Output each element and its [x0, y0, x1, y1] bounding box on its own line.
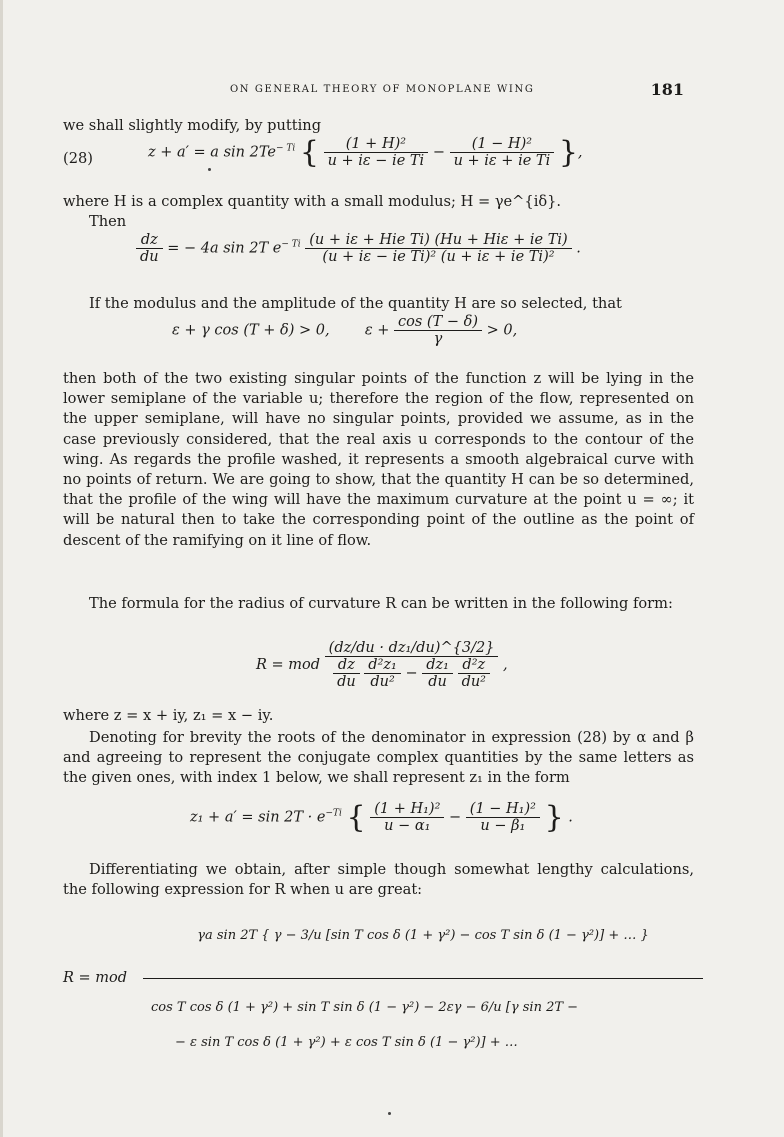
paragraph-radius-formula: The formula for the radius of curvature R can be written in the following form: [89, 595, 673, 612]
dz-du-fraction [136, 232, 163, 265]
z1-exponent: −Ti [325, 808, 342, 819]
eq28-t2-denominator: u + iε + ie Ti [453, 153, 551, 169]
paragraph-intro: we shall slightly modify, by putting [63, 117, 322, 134]
radius-den-b2-num: d²z₁ [364, 657, 401, 674]
paragraph-differentiating: Differentiating we obtain, after simple though somewhat lengthy calculations, the following expression for R when u are great: [63, 861, 694, 899]
radius-den-frac-2 [364, 657, 401, 690]
paragraph-where-H: where H is a complex quantity with a small modulus; H = γe^{iδ}. [63, 193, 562, 210]
paragraph-denoting: Denoting for brevity the roots of the denominator in expression (28) by α and β and agreeing to represent the conjugate complex quantities by the same letters as the given ones, with index 1 below, we shall represent z₁ in the form [63, 729, 694, 787]
eq28-t1-numerator: (1 + H)² [324, 136, 429, 153]
print-speck [208, 168, 211, 171]
z1-lhs: z₁ + a′ = sin 2T · e [190, 809, 326, 826]
dz-du-denominator: du [140, 249, 159, 265]
equation-z1: $z_1 + a' = \sin 2T \cdot e^{-Ti}$ { $\frac{\text{(1 + H₁)²}}{\text{u − α₁}}$ − $\frac{\text{(1 − H₁)²}}{\text{u − β₁}}$ } . [190, 800, 573, 835]
radius-den-b1-den: du [337, 674, 356, 690]
radius-den-b2-den: du² [370, 674, 395, 690]
inequality-right-post: > 0, [486, 322, 518, 339]
radius-denominator [325, 657, 499, 690]
equation-28: z + a′ = a $\sin 2Te^{- Ti}$ { $\frac{\text{(1 + H)²}}{\text{u + iε − ie Ti}}$ − $\frac{\text{(1 − H)²}}{\text{u + iε + ie Ti}}$ }, [148, 135, 583, 170]
dz-du-mid: = − 4a sin 2T e [167, 240, 282, 257]
print-speck [388, 1112, 391, 1115]
final-radius-fraction-bar [143, 978, 703, 979]
radius-fraction [325, 640, 499, 690]
paragraph-if-modulus: If the modulus and the amplitude of the quantity H are so selected, that [89, 295, 622, 312]
final-radius-lhs: R = mod [63, 970, 128, 986]
z1-t1-denominator: u − α₁ [384, 818, 431, 834]
inequality-right-pre: ε + [364, 322, 390, 339]
final-radius-numerator: γa sin 2T { γ − 3/u [sin T cos δ (1 + γ²) − cos T sin δ (1 − γ²)] + … } [197, 928, 649, 943]
inequality-numerator: cos (T − δ) [394, 314, 482, 331]
z1-fraction-2 [466, 801, 540, 834]
dz-du-numerator: dz [136, 232, 163, 249]
eq28-fraction-1 [324, 136, 429, 169]
eq28-fraction-2 [450, 136, 555, 169]
equation-radius: R = mod (dz/du · dz₁/du)^{3/2} $\frac{dz}{du}$ $\frac{\text{d²z₁}}{\text{du²}}$ − $\frac{\text{dz₁}}{du}$ $\frac{\text{d²z}}{\text{du²}}$ , [256, 640, 508, 690]
inequalities [172, 314, 517, 347]
radius-den-b1-num: dz [333, 657, 360, 674]
eq28-t1-denominator: u + iε − ie Ti [327, 153, 425, 169]
z1-t2-denominator: u − β₁ [480, 818, 526, 834]
paragraph-then: Then [89, 213, 127, 230]
paragraph-where-z: where z = x + iy, z₁ = x − iy. [63, 707, 274, 724]
z1-minus: − [449, 809, 462, 826]
radius-den-frac-4 [458, 657, 490, 690]
inequality-fraction [394, 314, 482, 347]
dz-du-exponent: − Ti [281, 239, 301, 250]
radius-den-frac-3 [422, 657, 453, 690]
inequality-denominator: γ [433, 331, 443, 347]
eq28-open-brace: { [299, 135, 319, 170]
eq28-t2-numerator: (1 − H)² [450, 136, 555, 153]
equation-dz-du: $\frac{dz}{du}$ = − 4a sin 2T $e^{- Ti}$ $\frac{\text{(u + iε + Hie Ti) (Hu + Hiε + ie Ti)}}{\text{(u + iε − ie Ti)² (u + iε + ie Ti)²}}$ . [136, 232, 581, 265]
z1-open-brace: { [346, 800, 366, 835]
z1-t1-numerator: (1 + H₁)² [370, 801, 444, 818]
radius-lhs: R = mod [256, 657, 321, 673]
radius-den-frac-1 [333, 657, 360, 690]
running-title: ON GENERAL THEORY OF MONOPLANE WING [230, 84, 535, 95]
page-number: 181 [650, 80, 684, 99]
z1-fraction-1 [370, 801, 444, 834]
radius-den-b3-den: du [428, 674, 447, 690]
dz-du-main-denominator: (u + iε − ie Ti)² (u + iε + ie Ti)² [322, 249, 555, 265]
radius-den-b4-den: du² [461, 674, 486, 690]
radius-den-minus: − [405, 665, 418, 682]
radius-den-b4-num: d²z [458, 657, 490, 674]
eq28-lhs: z + a′ = a sin 2Te [148, 144, 276, 161]
eq28-close-brace: } [558, 135, 578, 170]
z1-close-brace: } [544, 800, 564, 835]
page-header [60, 80, 684, 100]
dz-du-main-numerator: (u + iε + Hie Ti) (Hu + Hiε + ie Ti) [305, 232, 571, 249]
inequality-left: ε + γ cos (T + δ) > 0, [172, 322, 330, 339]
eq28-exponent: − Ti [275, 143, 296, 154]
equation-number-28: (28) [63, 150, 93, 167]
page-edge-shadow [0, 0, 3, 1137]
dz-du-main-fraction [305, 232, 571, 265]
radius-den-b3-num: dz₁ [422, 657, 453, 674]
final-radius-denominator-line1: cos T cos δ (1 + γ²) + sin T sin δ (1 − γ²) − 2εγ − 6/u [γ sin 2T − [151, 1000, 579, 1015]
eq28-minus: − [432, 144, 445, 161]
radius-numerator: (dz/du · dz₁/du)^{3/2} [325, 640, 499, 657]
final-radius-denominator-line2: − ε sin T cos δ (1 + γ²) + ε cos T sin δ (1 − γ²)] + … [175, 1035, 518, 1050]
z1-t2-numerator: (1 − H₁)² [466, 801, 540, 818]
paragraph-singular-points: then both of the two existing singular points of the function z will be lying in the lower semiplane of the variable u; therefore the region of the flow, represented on the upper semiplane, will have no singular points, provided we assume, as in the case previously considered, that the real axis u corresponds to the contour of the wing. As regards the profile washed, it represents a smooth algebraical curve with no points of return. We are going to show, that the quantity H can be so determined, that the profile of the wing will have the maximum curvature at the point u = ∞; it will be natural then to take the corresponding point of the outline as the point of descent of the ramifying on it line of flow. [63, 370, 694, 549]
